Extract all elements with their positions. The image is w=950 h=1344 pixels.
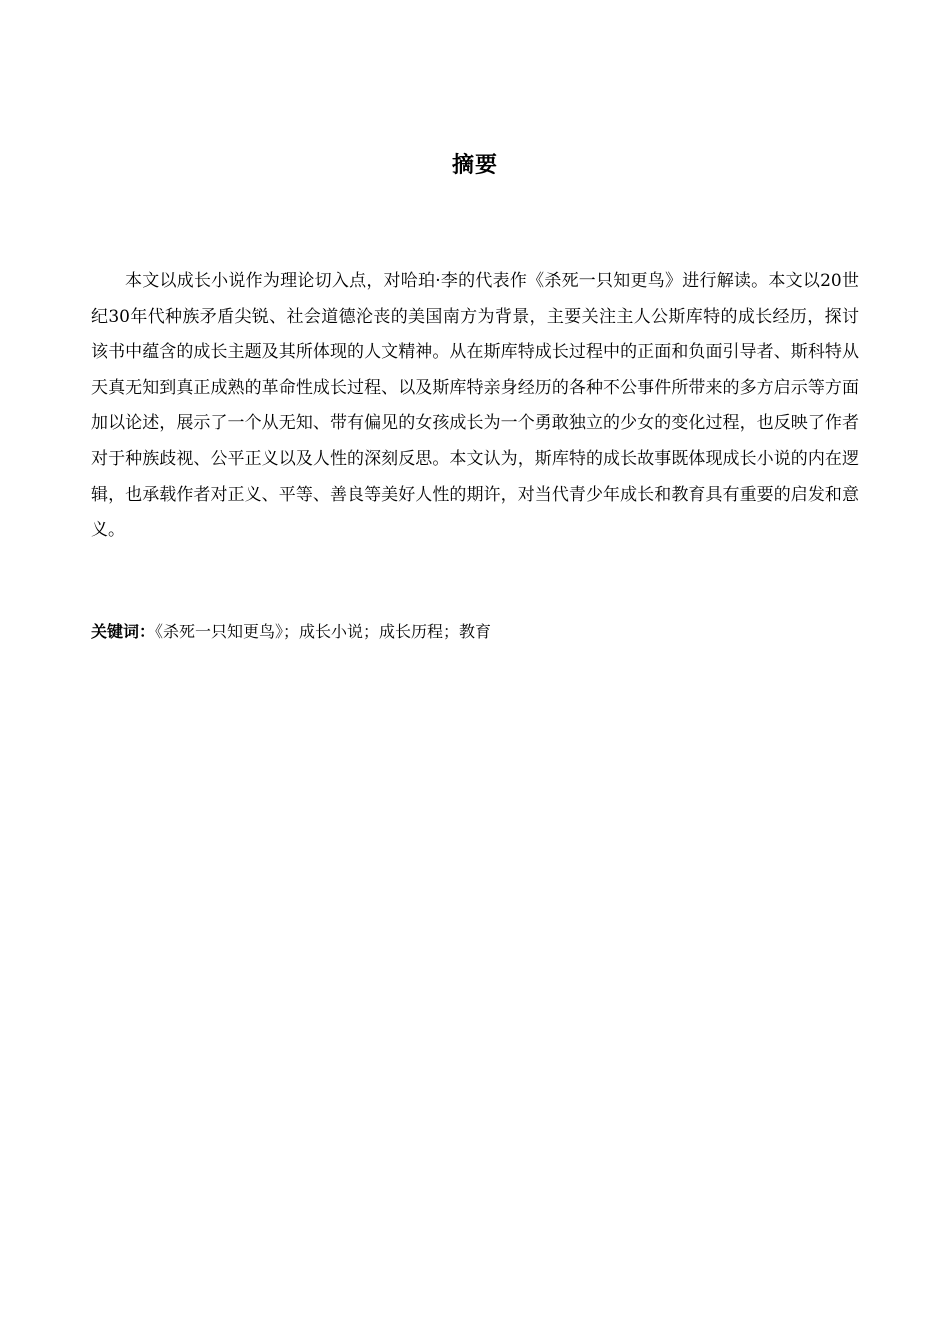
page-title: 摘要 <box>451 153 498 178</box>
keywords-text: 《杀死一只知更鸟》；成长小说；成长历程；教育 <box>155 622 492 641</box>
keywords-line <box>91 616 859 648</box>
keywords-label: 关键词： <box>91 622 156 641</box>
abstract-paragraph: 本文以成长小说作为理论切入点，对哈珀·李的代表作《杀死一只知更鸟》进行解读。本文以20世纪30年代种族矛盾尖锐、社会道德沦丧的美国南方为背景，主要关注主人公斯库特的成长经历，探讨该书中蕴含的成长主题及其所体现的人文精神。从在斯库特成长过程中的正面和负面引导者、斯科特从天真无知到真正成熟的革命性成长过程、以及斯库特亲身经历的各种不公事件所带来的多方启示等方面加以论述，展示了一个从无知、带有偏见的女孩成长为一个勇敢独立的少女的变化过程，也反映了作者对于种族歧视、公平正义以及人性的深刻反思。本文认为，斯库特的成长故事既体现成长小说的内在逻辑，也承载作者对正义、平等、善良等美好人性的期许，对当代青少年成长和教育具有重要的启发和意义。 <box>91 271 859 541</box>
